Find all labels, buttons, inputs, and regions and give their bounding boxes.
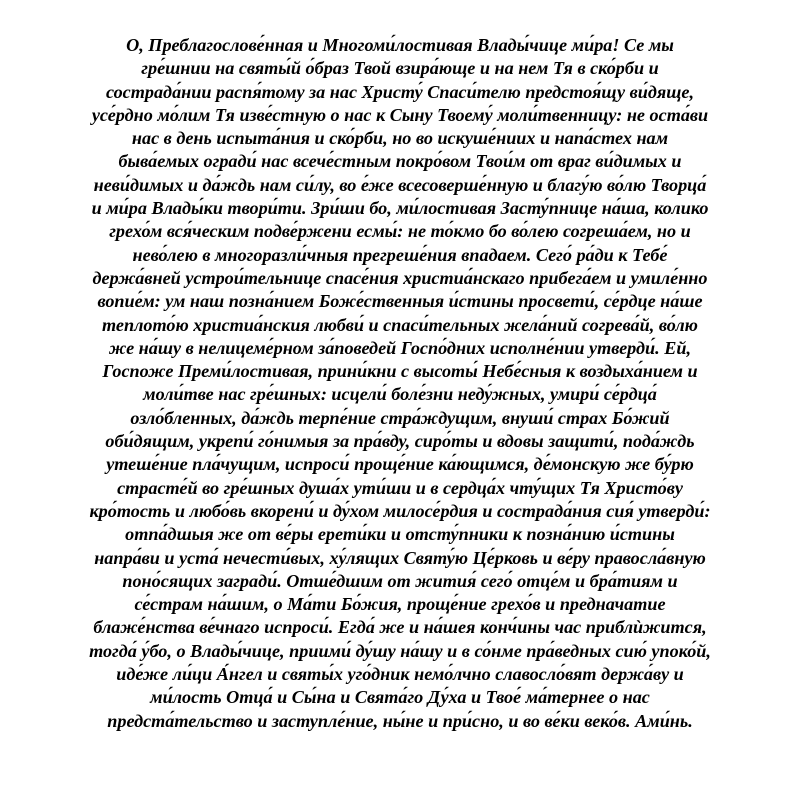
prayer-line: О, Преблагослове́нная и Многоми́лостивая Влады́чице ми́ра! Се мы: [126, 35, 674, 55]
prayer-line: се́страм на́шим, о Ма́ти Бо́жия, проще́ние грехо́в и предначатие: [134, 594, 666, 615]
prayer-line: ми́лость Отца́ и Сы́на и Свята́го Ду́ха и Твое́ ма́тернее о нас: [150, 687, 650, 708]
prayer-line: нас в день испыта́ния и ско́рби, но во искуше́ниих и напа́стех нам: [131, 128, 669, 149]
prayer-line: быва́емых огради́ нас всече́стным покро́вом Твои́м от враг ви́димых и: [118, 151, 682, 172]
prayer-line: напра́ви и уста́ нечести́вых, ху́лящих Святу́ю Це́рковь и ве́ру правосла́вную: [94, 547, 706, 568]
prayer-line: нево́лею в многоразли́чныя прегреше́ния впадаем. Сего́ ра́ди к Тебе́: [132, 244, 668, 265]
prayer-line: предста́тельство и заступле́ние, ны́не и при́сно, и во ве́ки веко́в. Ами́нь.: [107, 710, 693, 731]
prayer-line: озло́бленных, да́ждь терпе́ние стра́ждущим, внуши́ страх Бо́жий: [130, 407, 670, 428]
prayer-line: блаже́нства ве́чнаго испроси́. Егда́ же и на́шея конч́ины час приблѝжится,: [93, 617, 707, 638]
prayer-line: вопие́м: ум наш позна́нием Боже́ственныя и́стины просвети́, се́рдце на́ше: [97, 291, 703, 312]
prayer-line: Госпоже Преми́лостивая, прини́кни с высоты́ Небе́сныя к воздыха́нием и: [102, 361, 698, 382]
prayer-text: [0, 34, 800, 733]
prayer-line: иде́же ли́ци А́нгел и святы́х уго́дник немо́лчно славосло́вят держа́ву и: [116, 664, 684, 685]
prayer-line: держа́вней устрои́тельнице спасе́ния христиа́нскаго прибега́ем и умиле́нно: [92, 267, 708, 288]
prayer-line: поно́сящих загради́. Отше́дшим от жития́ сего́ отце́м и бра́тиям и: [122, 570, 678, 591]
prayer-line: кро́тость и любо́вь вкорени́ и ду́хом милосе́рдия и сострада́ния сия́ утверди́:: [89, 500, 711, 521]
prayer-line: отпа́дшыя же от ве́ры ерети́ки и отсту́пники к позна́нию и́стины: [125, 524, 675, 545]
prayer-line: моли́тве нас гре́шных: исцели́ боле́зни неду́жных, умири́ се́рдца́: [143, 384, 657, 405]
prayer-line: страсте́й во гре́шных душа́х ути́ши и в сердца́х чту́щих Тя Христо́ву: [117, 477, 683, 498]
prayer-line: гре́шнии на святы́й о́браз Твой взира́юще и на нем Тя в ско́рби и: [141, 58, 659, 79]
prayer-line: оби́дящим, укрепи́ го́нимыя за пра́вду, сиро́ты и вдовы защити́, пода́ждь: [105, 431, 695, 452]
prayer-line: утеше́ние пла́чущим, испроси́ проще́ние ка́ющимся, де́монскую же бу́рю: [106, 454, 694, 475]
prayer-line: и ми́ра Влады́ки твори́ти. Зри́ши бо, ми́лостивая Засту́пнице на́ша, колико: [91, 198, 709, 219]
prayer-line: сострада́нии распя́тому за нас Христу́ Спаси́телю предстоя́щу ви́дяще,: [105, 81, 694, 102]
prayer-line: усе́рдно мо́лим Тя изве́стную о нас к Сыну Твоему́ моли́твенницу: не оста́ви: [91, 104, 709, 125]
prayer-line: неви́димых и да́ждь нам си́лу, во е́же всесоверше́нную и благу́ю во́лю Творца́: [93, 174, 707, 195]
prayer-line: же на́шу в нелицеме́рном за́поведей Госпо́дних исполне́нии утверди́. Ей,: [109, 337, 691, 358]
prayer-line: теплото́ю христиа́нския любви́ и спаси́тельных жела́ний согрева́й, во́лю: [102, 314, 698, 335]
prayer-line: грехо́м вся́ческим подве́ржени есмы́: не то́кмо бо во́лею согреша́ем, но и: [109, 221, 691, 242]
prayer-line: тогда́ у́бо, о Влады́чице, приими́ ду́шу на́шу и в со́нме пра́ведных сию́ упоко́й,: [89, 640, 711, 661]
